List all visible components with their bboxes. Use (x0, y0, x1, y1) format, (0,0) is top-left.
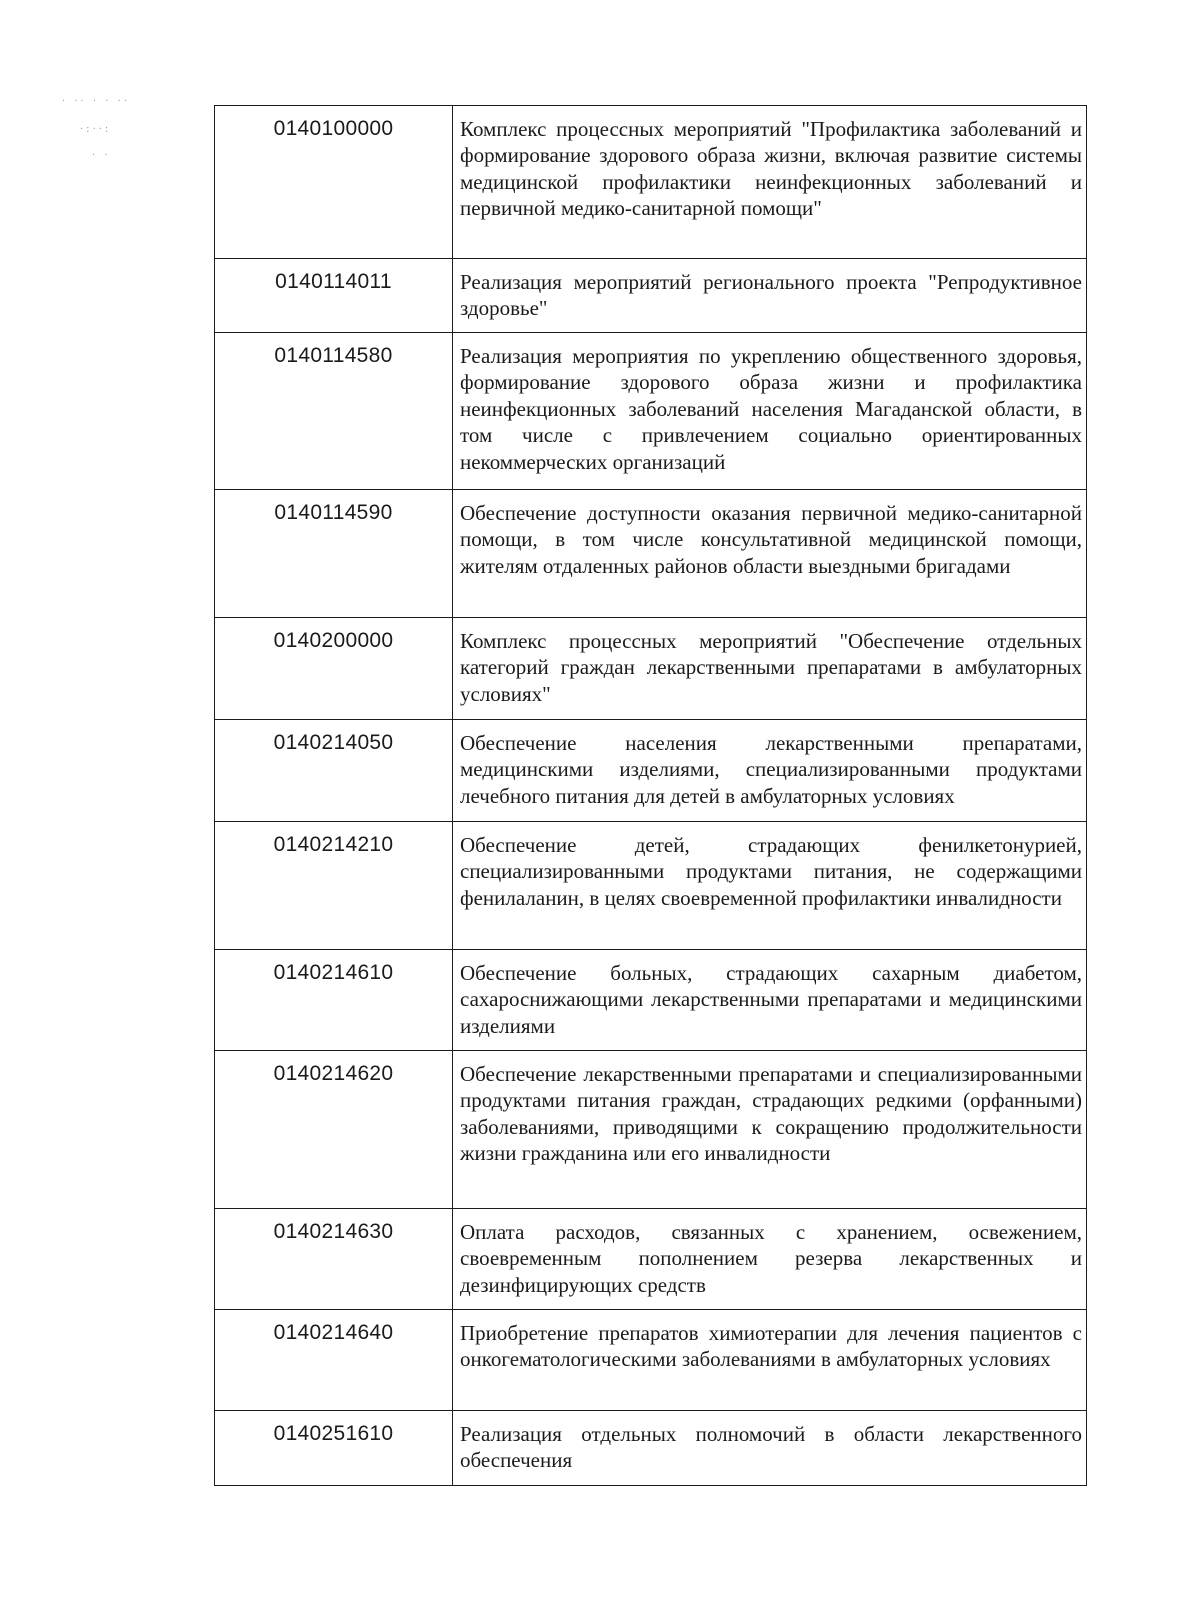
code-cell: 0140214610 (215, 950, 453, 1051)
table-row (215, 618, 1087, 720)
table-row (215, 1051, 1087, 1209)
scan-noise: · · (92, 150, 111, 161)
code-cell: 0140251610 (215, 1411, 453, 1486)
description-cell: Приобретение препаратов химиотерапии для лечения пациентов с онкогематологическими заболеваниями в амбулаторных условиях (453, 1310, 1087, 1411)
code-cell: 0140200000 (215, 618, 453, 720)
table-row (215, 720, 1087, 822)
description-cell: Обеспечение детей, страдающих фенилкетонурией, специализированными продуктами питания, не содержащими фенилаланин, в целях своевременной профилактики инвалидности (453, 822, 1087, 950)
description-cell: Комплекс процессных мероприятий "Обеспечение отдельных категорий граждан лекарственными препаратами в амбулаторных условиях" (453, 618, 1087, 720)
description-cell: Обеспечение доступности оказания первичной медико-санитарной помощи, в том числе консультативной медицинской помощи, жителям отдаленных районов области выездными бригадами (453, 490, 1087, 618)
table-row (215, 106, 1087, 259)
code-cell: 0140114011 (215, 259, 453, 333)
code-cell: 0140214630 (215, 1209, 453, 1310)
code-cell: 0140114590 (215, 490, 453, 618)
table-row (215, 822, 1087, 950)
description-cell: Оплата расходов, связанных с хранением, освежением, своевременным пополнением резерва лекарственных и дезинфицирующих средств (453, 1209, 1087, 1310)
code-cell: 0140214640 (215, 1310, 453, 1411)
table-row (215, 1209, 1087, 1310)
table-body (215, 106, 1087, 1486)
description-cell: Комплекс процессных мероприятий "Профилактика заболеваний и формирование здорового образа жизни, включая развитие системы медицинской профилактики неинфекционных заболеваний и первичной медико-санитарной помощи" (453, 106, 1087, 259)
budget-codes-table (214, 105, 1087, 1486)
description-cell: Реализация мероприятия по укреплению общественного здоровья, формирование здорового образа жизни и профилактика неинфекционных заболеваний населения Магаданской области, в том числе с привлечением социально ориентированных некоммерческих организаций (453, 333, 1087, 490)
code-cell: 0140100000 (215, 106, 453, 259)
table-row (215, 490, 1087, 618)
code-cell: 0140214210 (215, 822, 453, 950)
description-cell: Обеспечение лекарственными препаратами и специализированными продуктами питания граждан, страдающих редкими (орфанными) заболеваниями, приводящими к сокращению продолжительности жизни гражданина или его инвалидности (453, 1051, 1087, 1209)
table-row (215, 333, 1087, 490)
description-cell: Реализация отдельных полномочий в области лекарственного обеспечения (453, 1411, 1087, 1486)
table-row (215, 1310, 1087, 1411)
scan-noise: ·:··: (80, 124, 112, 135)
description-cell: Обеспечение больных, страдающих сахарным диабетом, сахароснижающими лекарственными препаратами и медицинскими изделиями (453, 950, 1087, 1051)
code-cell: 0140214620 (215, 1051, 453, 1209)
table-row (215, 950, 1087, 1051)
code-cell: 0140114580 (215, 333, 453, 490)
scan-noise: · ·· · · ·· (62, 96, 130, 107)
description-cell: Реализация мероприятий регионального проекта "Репродуктивное здоровье" (453, 259, 1087, 333)
code-cell: 0140214050 (215, 720, 453, 822)
table-row (215, 259, 1087, 333)
description-cell: Обеспечение населения лекарственными препаратами, медицинскими изделиями, специализированными продуктами лечебного питания для детей в амбулаторных условиях (453, 720, 1087, 822)
table-row (215, 1411, 1087, 1486)
